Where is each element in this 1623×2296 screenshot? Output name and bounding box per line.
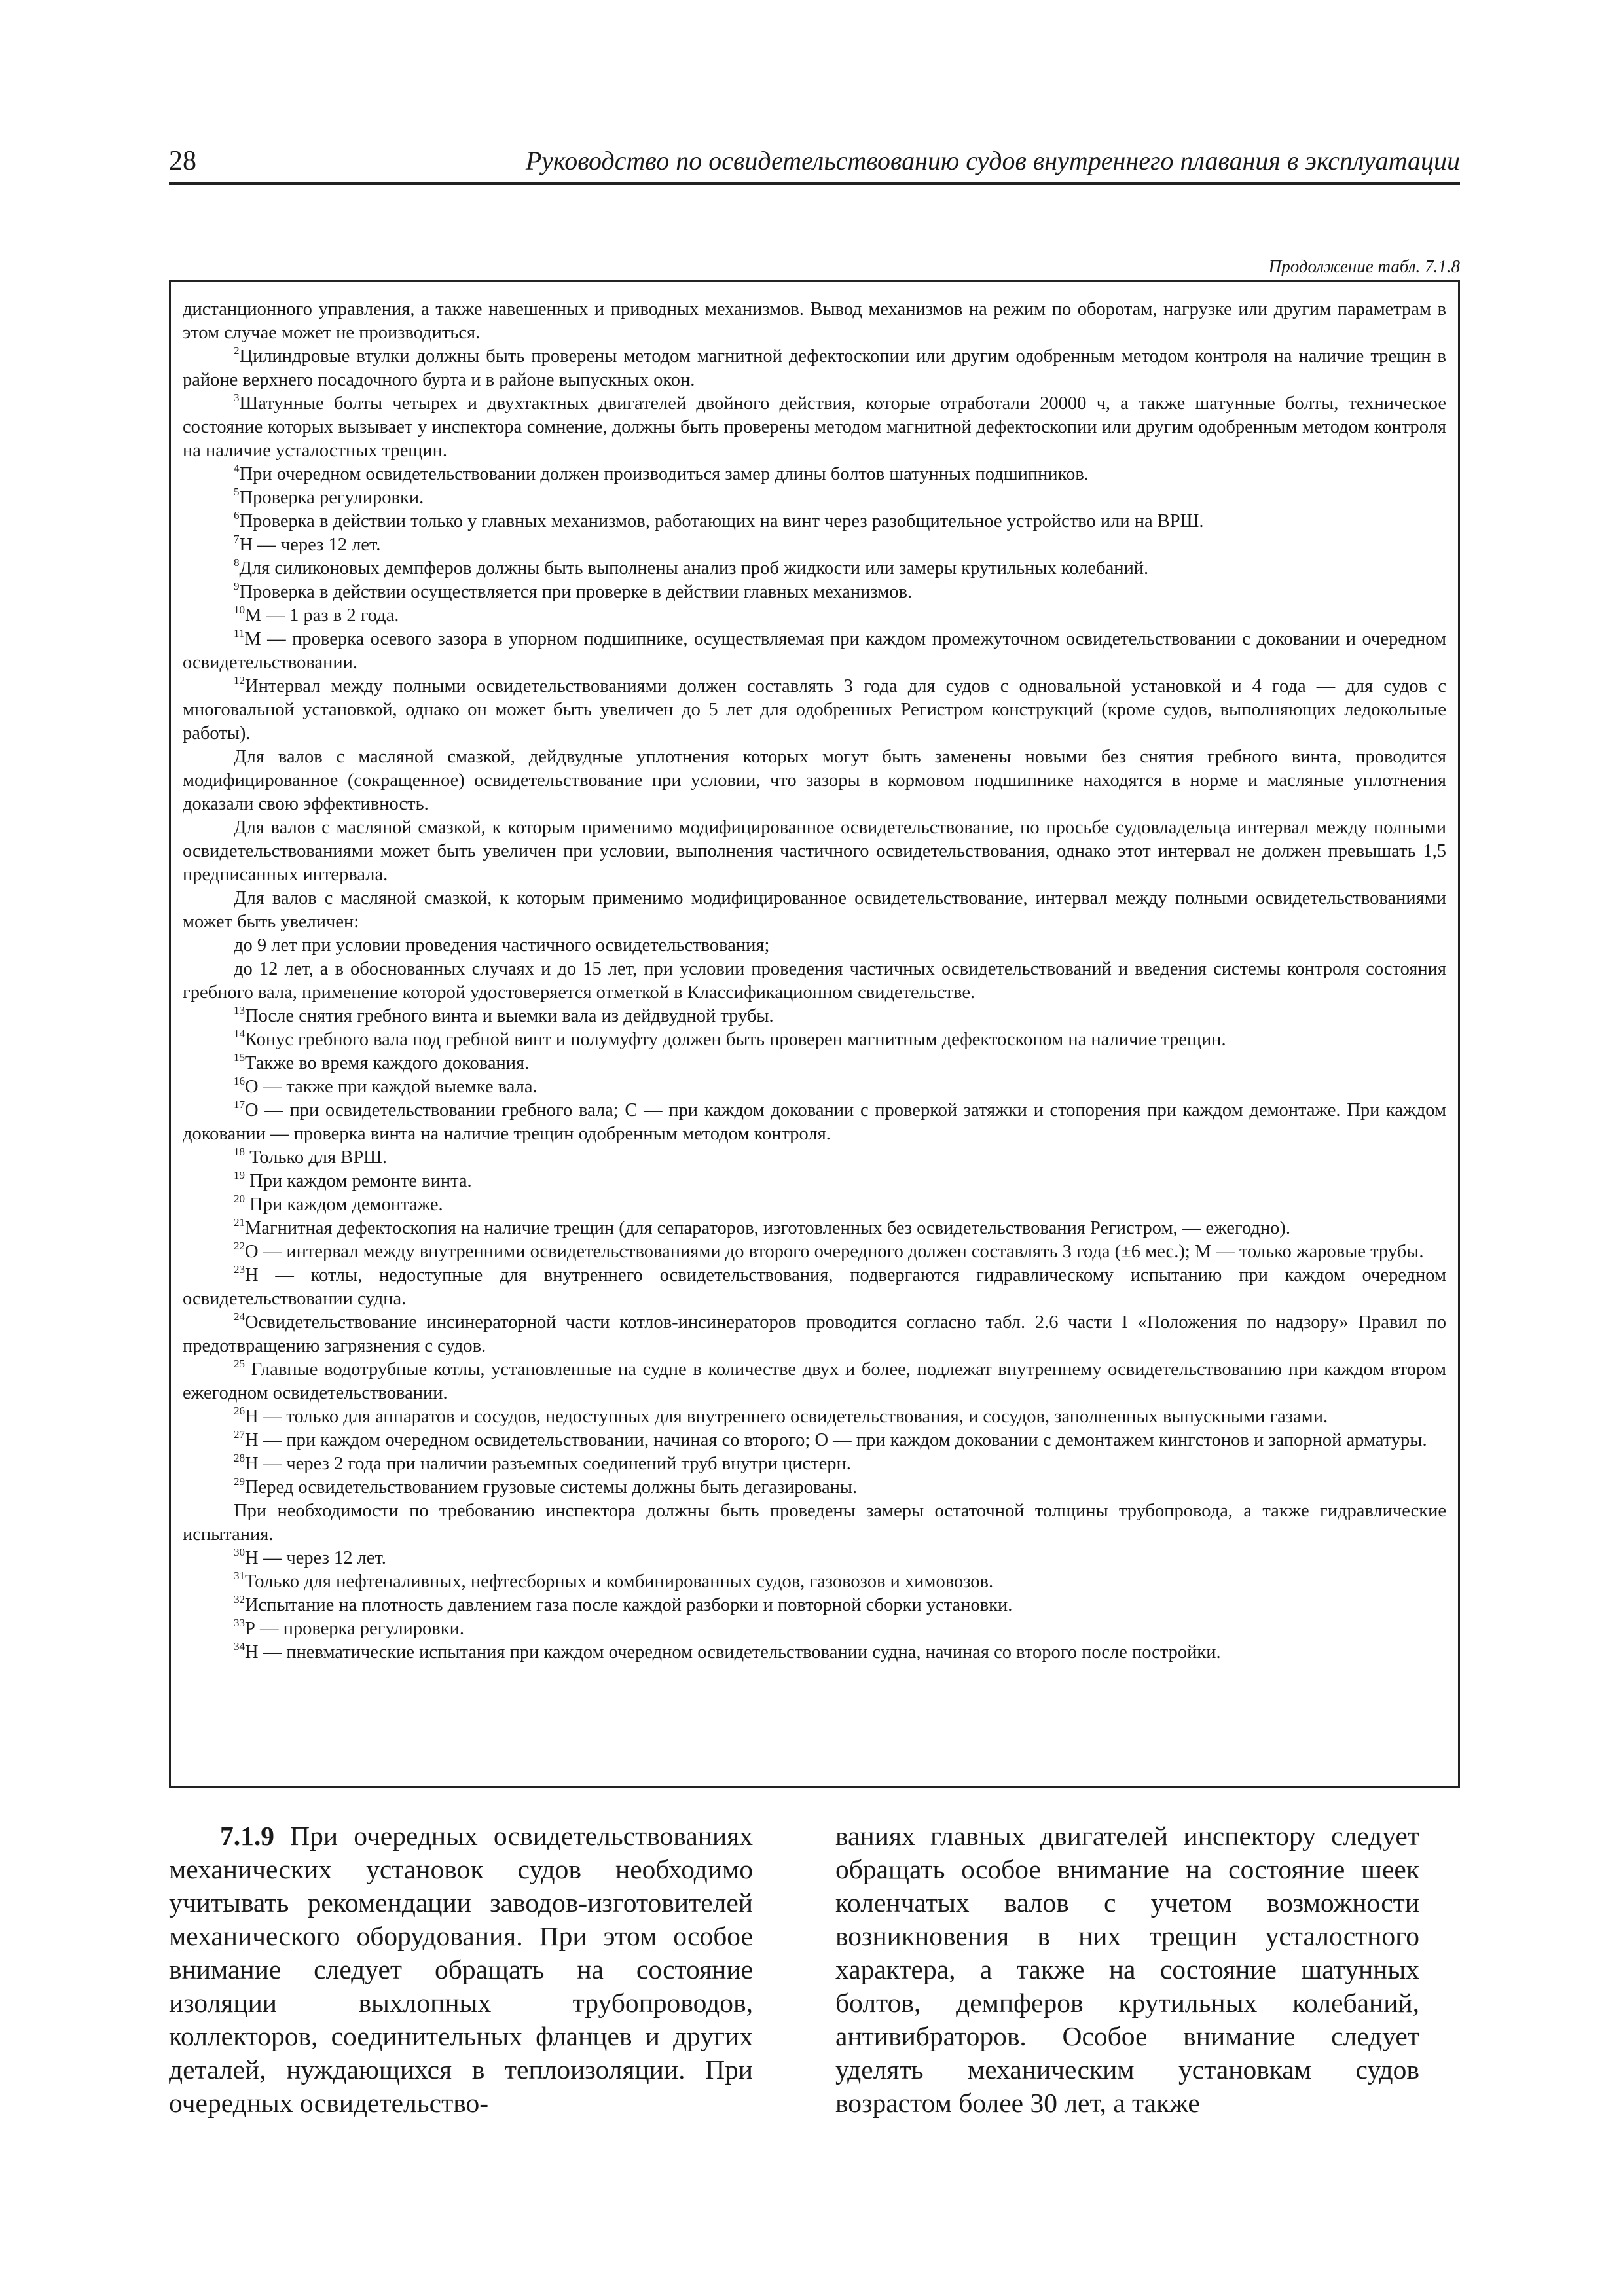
footnote bbox=[183, 1499, 1446, 1547]
footnote bbox=[183, 1146, 1446, 1170]
footnote-number: 4 bbox=[234, 461, 240, 475]
footnote-text: Для валов с масляной смазкой, к которым применимо модифицированное освидетельствование, интервал между полными освидетельствованиями может быть увеличен: bbox=[183, 888, 1446, 932]
footnote-text: Магнитная дефектоскопия на наличие трещин (для сепараторов, изготовленных без освидетельствования Регистром, — ежегодно). bbox=[245, 1218, 1291, 1238]
footnote bbox=[183, 887, 1446, 934]
footnote bbox=[183, 604, 1446, 628]
footnote-text: Освидетельствование инсинераторной части котлов-инсинераторов проводится согласно табл. 2.6 части I «Положения по надзору» Правил по предотвращению загрязнения с судов. bbox=[183, 1312, 1446, 1356]
footnote-text: Н — через 12 лет. bbox=[239, 535, 381, 555]
footnote-text: Для валов с масляной смазкой, дейдвудные уплотнения которых могут быть заменены новыми без снятия гребного винта, проводится модифицированное (сокращенное) освидетельствование при условии, что зазоры в кормовом подшипнике находятся в норме и масляные уплотнения доказали свою эффективность. bbox=[183, 747, 1446, 814]
footnote-number: 3 bbox=[234, 391, 240, 404]
footnote-number: 20 bbox=[234, 1192, 245, 1205]
section-text-right: ваниях главных двигателей инспектору следует обращать особое внимание на состояние шеек коленчатых валов с учетом возможности возникновения в них трещин усталостного характера, а также на состояние шатунных болтов, демпферов крутильных колебаний, антивибраторов. Особое внимание следует уделять механическим установкам судов возрастом более 30 лет, а также bbox=[835, 1821, 1419, 2118]
footnote bbox=[183, 1311, 1446, 1358]
footnote-text: При очередном освидетельствовании должен производиться замер длины болтов шатунных подшипников. bbox=[239, 464, 1089, 484]
footnote-text: О — также при каждой выемке вала. bbox=[245, 1077, 538, 1097]
footnote-number: 10 bbox=[234, 603, 245, 616]
footnote-number: 5 bbox=[234, 485, 240, 498]
footnote bbox=[183, 1005, 1446, 1028]
footnote bbox=[183, 298, 1446, 345]
footnote-number: 13 bbox=[234, 1003, 245, 1016]
footnote bbox=[183, 533, 1446, 557]
footnote-number: 15 bbox=[234, 1050, 245, 1064]
footnote-text: М — проверка осевого зазора в упорном подшипнике, осуществляемая при каждом промежуточном освидетельствовании с доковании и очередном освидетельствовании. bbox=[183, 629, 1446, 673]
footnote bbox=[183, 345, 1446, 392]
footnote-text: до 12 лет, а в обоснованных случаях и до 15 лет, при условии проведения частичных освидетельствований и введения системы контроля состояния гребного вала, применение которой удостоверяется отметкой в Классификационном свидетельстве. bbox=[183, 959, 1446, 1003]
footnote-text: Н — пневматические испытания при каждом очередном освидетельствовании судна, начиная со второго после постройки. bbox=[245, 1642, 1221, 1662]
footnote-number: 27 bbox=[234, 1427, 245, 1441]
footnote-text: Конус гребного вала под гребной винт и полумуфту должен быть проверен магнитным дефектоскопом на наличие трещин. bbox=[245, 1030, 1226, 1050]
footnote bbox=[183, 392, 1446, 463]
footnote bbox=[183, 1429, 1446, 1452]
footnote-number: 23 bbox=[234, 1263, 245, 1276]
footnote bbox=[183, 1264, 1446, 1311]
footnote bbox=[183, 1052, 1446, 1075]
footnote bbox=[183, 958, 1446, 1005]
footnote bbox=[183, 934, 1446, 958]
footnote bbox=[183, 1193, 1446, 1217]
footnote-number: 7 bbox=[234, 532, 240, 545]
footnote-text: При каждом ремонте винта. bbox=[245, 1171, 472, 1191]
footnote-number: 29 bbox=[234, 1475, 245, 1488]
footnote-text: Н — через 12 лет. bbox=[245, 1548, 386, 1568]
footnote-number: 16 bbox=[234, 1074, 245, 1087]
footnote-number: 28 bbox=[234, 1451, 245, 1464]
running-title: Руководство по освидетельствованию судов внутреннего плавания в эксплуатации bbox=[525, 146, 1460, 175]
footnote bbox=[183, 463, 1446, 486]
footnote-number: 21 bbox=[234, 1215, 245, 1229]
footnote-text: до 9 лет при условии проведения частичного освидетельствования; bbox=[234, 935, 770, 956]
footnote-text: Проверка регулировки. bbox=[239, 488, 424, 508]
table-continuation-label: Продолжение табл. 7.1.8 bbox=[1268, 257, 1460, 276]
footnote-text: Н — котлы, недоступные для внутреннего освидетельствования, подвергаются гидравлическому испытанию при каждом очередном освидетельствовании судна. bbox=[183, 1265, 1446, 1309]
footnote-number: 11 bbox=[234, 626, 245, 639]
footnote bbox=[183, 1594, 1446, 1617]
footnote bbox=[183, 1476, 1446, 1499]
footnote bbox=[183, 1217, 1446, 1240]
footnote bbox=[183, 1028, 1446, 1052]
footnote bbox=[183, 486, 1446, 510]
footnote-number: 6 bbox=[234, 509, 240, 522]
footnote-text: Для силиконовых демпферов должны быть выполнены анализ проб жидкости или замеры крутильных колебаний. bbox=[239, 558, 1149, 579]
footnote-number: 18 bbox=[234, 1145, 245, 1158]
footnote-number: 25 bbox=[234, 1357, 245, 1370]
footnote-text: О — при освидетельствовании гребного вала; С — при каждом доковании с проверкой затяжки и стопорения при каждом демонтаже. При каждом доковании — проверка винта на наличие трещин одобренным методом контроля. bbox=[183, 1100, 1446, 1144]
page-number: 28 bbox=[169, 146, 196, 176]
footnote-text: Н — при каждом очередном освидетельствовании, начиная со второго; О — при каждом доковании с демонтажем кингстонов и запорной арматуры. bbox=[245, 1430, 1427, 1450]
footnote-number: 32 bbox=[234, 1592, 245, 1605]
footnote-number: 30 bbox=[234, 1545, 245, 1558]
footnote bbox=[183, 628, 1446, 675]
footnote bbox=[183, 1099, 1446, 1146]
body-column-left bbox=[169, 1820, 753, 2120]
footnote-text: Интервал между полными освидетельствованиями должен составлять 3 года для судов с одновальной установкой и 4 года — для судов с многовальной установкой, однако он может быть увеличен до 5 лет для одобренных Регистром конструкций (кроме судов, выполняющих ледокольные работы). bbox=[183, 676, 1446, 744]
footnote-text: Перед освидетельствованием грузовые системы должны быть дегазированы. bbox=[245, 1477, 858, 1498]
footnote bbox=[183, 745, 1446, 816]
footnote bbox=[183, 1452, 1446, 1476]
footnote bbox=[183, 1641, 1446, 1664]
footnote-number: 2 bbox=[234, 344, 240, 357]
footnote-text: Н — только для аппаратов и сосудов, недоступных для внутреннего освидетельствования, и сосудов, заполненных выпускными газами. bbox=[245, 1407, 1328, 1427]
footnote-text: Также во время каждого докования. bbox=[245, 1053, 530, 1073]
footnote-text: При каждом демонтаже. bbox=[245, 1194, 443, 1215]
footnote-number: 24 bbox=[234, 1310, 245, 1323]
footnote bbox=[183, 1358, 1446, 1405]
footnote-text: Шатунные болты четырех и двухтактных двигателей двойного действия, которые отработали 20000 ч, а также шатунные болты, техническое состояние которых вызывает у инспектора сомнение, должны быть проверены методом магнитной дефектоскопии или другим одобренным методом контроля на наличие усталостных трещин. bbox=[183, 393, 1446, 461]
footnote-number: 22 bbox=[234, 1239, 245, 1252]
footnote bbox=[183, 581, 1446, 604]
footnote-text: Н — через 2 года при наличии разъемных соединений труб внутри цистерн. bbox=[245, 1454, 851, 1474]
footnote-text: Проверка в действии только у главных механизмов, работающих на винт через разобщительное устройство или на ВРШ. bbox=[239, 511, 1204, 531]
page-header bbox=[169, 143, 1460, 185]
footnote-number: 12 bbox=[234, 673, 245, 687]
footnote bbox=[183, 1617, 1446, 1641]
footnote-text: М — 1 раз в 2 года. bbox=[245, 605, 399, 626]
footnote-text: О — интервал между внутренними освидетельствованиями до второго очередного должен составлять 3 года (±6 мес.); М — только жаровые трубы. bbox=[245, 1242, 1424, 1262]
footnote bbox=[183, 1570, 1446, 1594]
footnote bbox=[183, 1075, 1446, 1099]
section-text-left: При очередных освидетельствованиях механических установок судов необходимо учитывать рекомендации заводов-изготовителей механического оборудования. При этом особое внимание следует обращать на состояние изоляции выхлопных трубопроводов, коллекторов, соединительных фланцев и других деталей, нуждающихся в теплоизоляции. При очередных освидетельство- bbox=[169, 1821, 753, 2118]
footnote bbox=[183, 1170, 1446, 1193]
footnote-number: 17 bbox=[234, 1098, 245, 1111]
footnote-number: 26 bbox=[234, 1404, 245, 1417]
footnote bbox=[183, 1547, 1446, 1570]
footnote bbox=[183, 510, 1446, 533]
section-number: 7.1.9 bbox=[220, 1821, 274, 1851]
footnote-text: При необходимости по требованию инспектора должны быть проведены замеры остаточной толщины трубопровода, а также гидравлические испытания. bbox=[183, 1501, 1446, 1545]
footnote-number: 9 bbox=[234, 579, 240, 592]
footnote-text: Проверка в действии осуществляется при проверке в действии главных механизмов. bbox=[239, 582, 913, 602]
footnote-text: После снятия гребного винта и выемки вала из дейдвудной трубы. bbox=[245, 1006, 774, 1026]
footnote-text: Цилиндровые втулки должны быть проверены методом магнитной дефектоскопии или другим одобренным методом контроля на наличие трещин в районе верхнего посадочного бурта и в районе выпускных окон. bbox=[183, 346, 1446, 390]
footnote bbox=[183, 816, 1446, 887]
footnote-text: Испытание на плотность давлением газа после каждой разборки и повторной сборки установки. bbox=[245, 1595, 1013, 1615]
footnote bbox=[183, 675, 1446, 745]
footnote bbox=[183, 1240, 1446, 1264]
table-footnotes-box bbox=[169, 280, 1460, 1788]
footnote-text: Только для ВРШ. bbox=[245, 1147, 387, 1168]
footnote bbox=[183, 557, 1446, 581]
footnote-number: 8 bbox=[234, 556, 240, 569]
footnote-number: 31 bbox=[234, 1569, 245, 1582]
footnote-number: 34 bbox=[234, 1640, 245, 1653]
footnote-text: Главные водотрубные котлы, установленные на судне в количестве двух и более, подлежат внутреннему освидетельствованию при каждом втором ежегодном освидетельствовании. bbox=[183, 1359, 1446, 1403]
footnote-number: 14 bbox=[234, 1027, 245, 1040]
footnote-text: Р — проверка регулировки. bbox=[245, 1619, 464, 1639]
footnote bbox=[183, 1405, 1446, 1429]
footnote-number: 19 bbox=[234, 1168, 245, 1181]
footnote-number: 33 bbox=[234, 1616, 245, 1629]
footnote-text: Для валов с масляной смазкой, к которым применимо модифицированное освидетельствование, по просьбе судовладельца интервал между полными освидетельствованиями может быть увеличен при условии, выполнения частичного освидетельствования, однако этот интервал не должен превышать 1,5 предписанных интервала. bbox=[183, 817, 1446, 885]
body-column-right bbox=[835, 1820, 1419, 2120]
footnote-text: Только для нефтеналивных, нефтесборных и комбинированных судов, газовозов и химовозов. bbox=[245, 1571, 994, 1592]
footnote-text: дистанционного управления, а также навешенных и приводных механизмов. Вывод механизмов на режим по оборотам, нагрузке или другим параметрам в этом случае может не производиться. bbox=[183, 299, 1446, 343]
